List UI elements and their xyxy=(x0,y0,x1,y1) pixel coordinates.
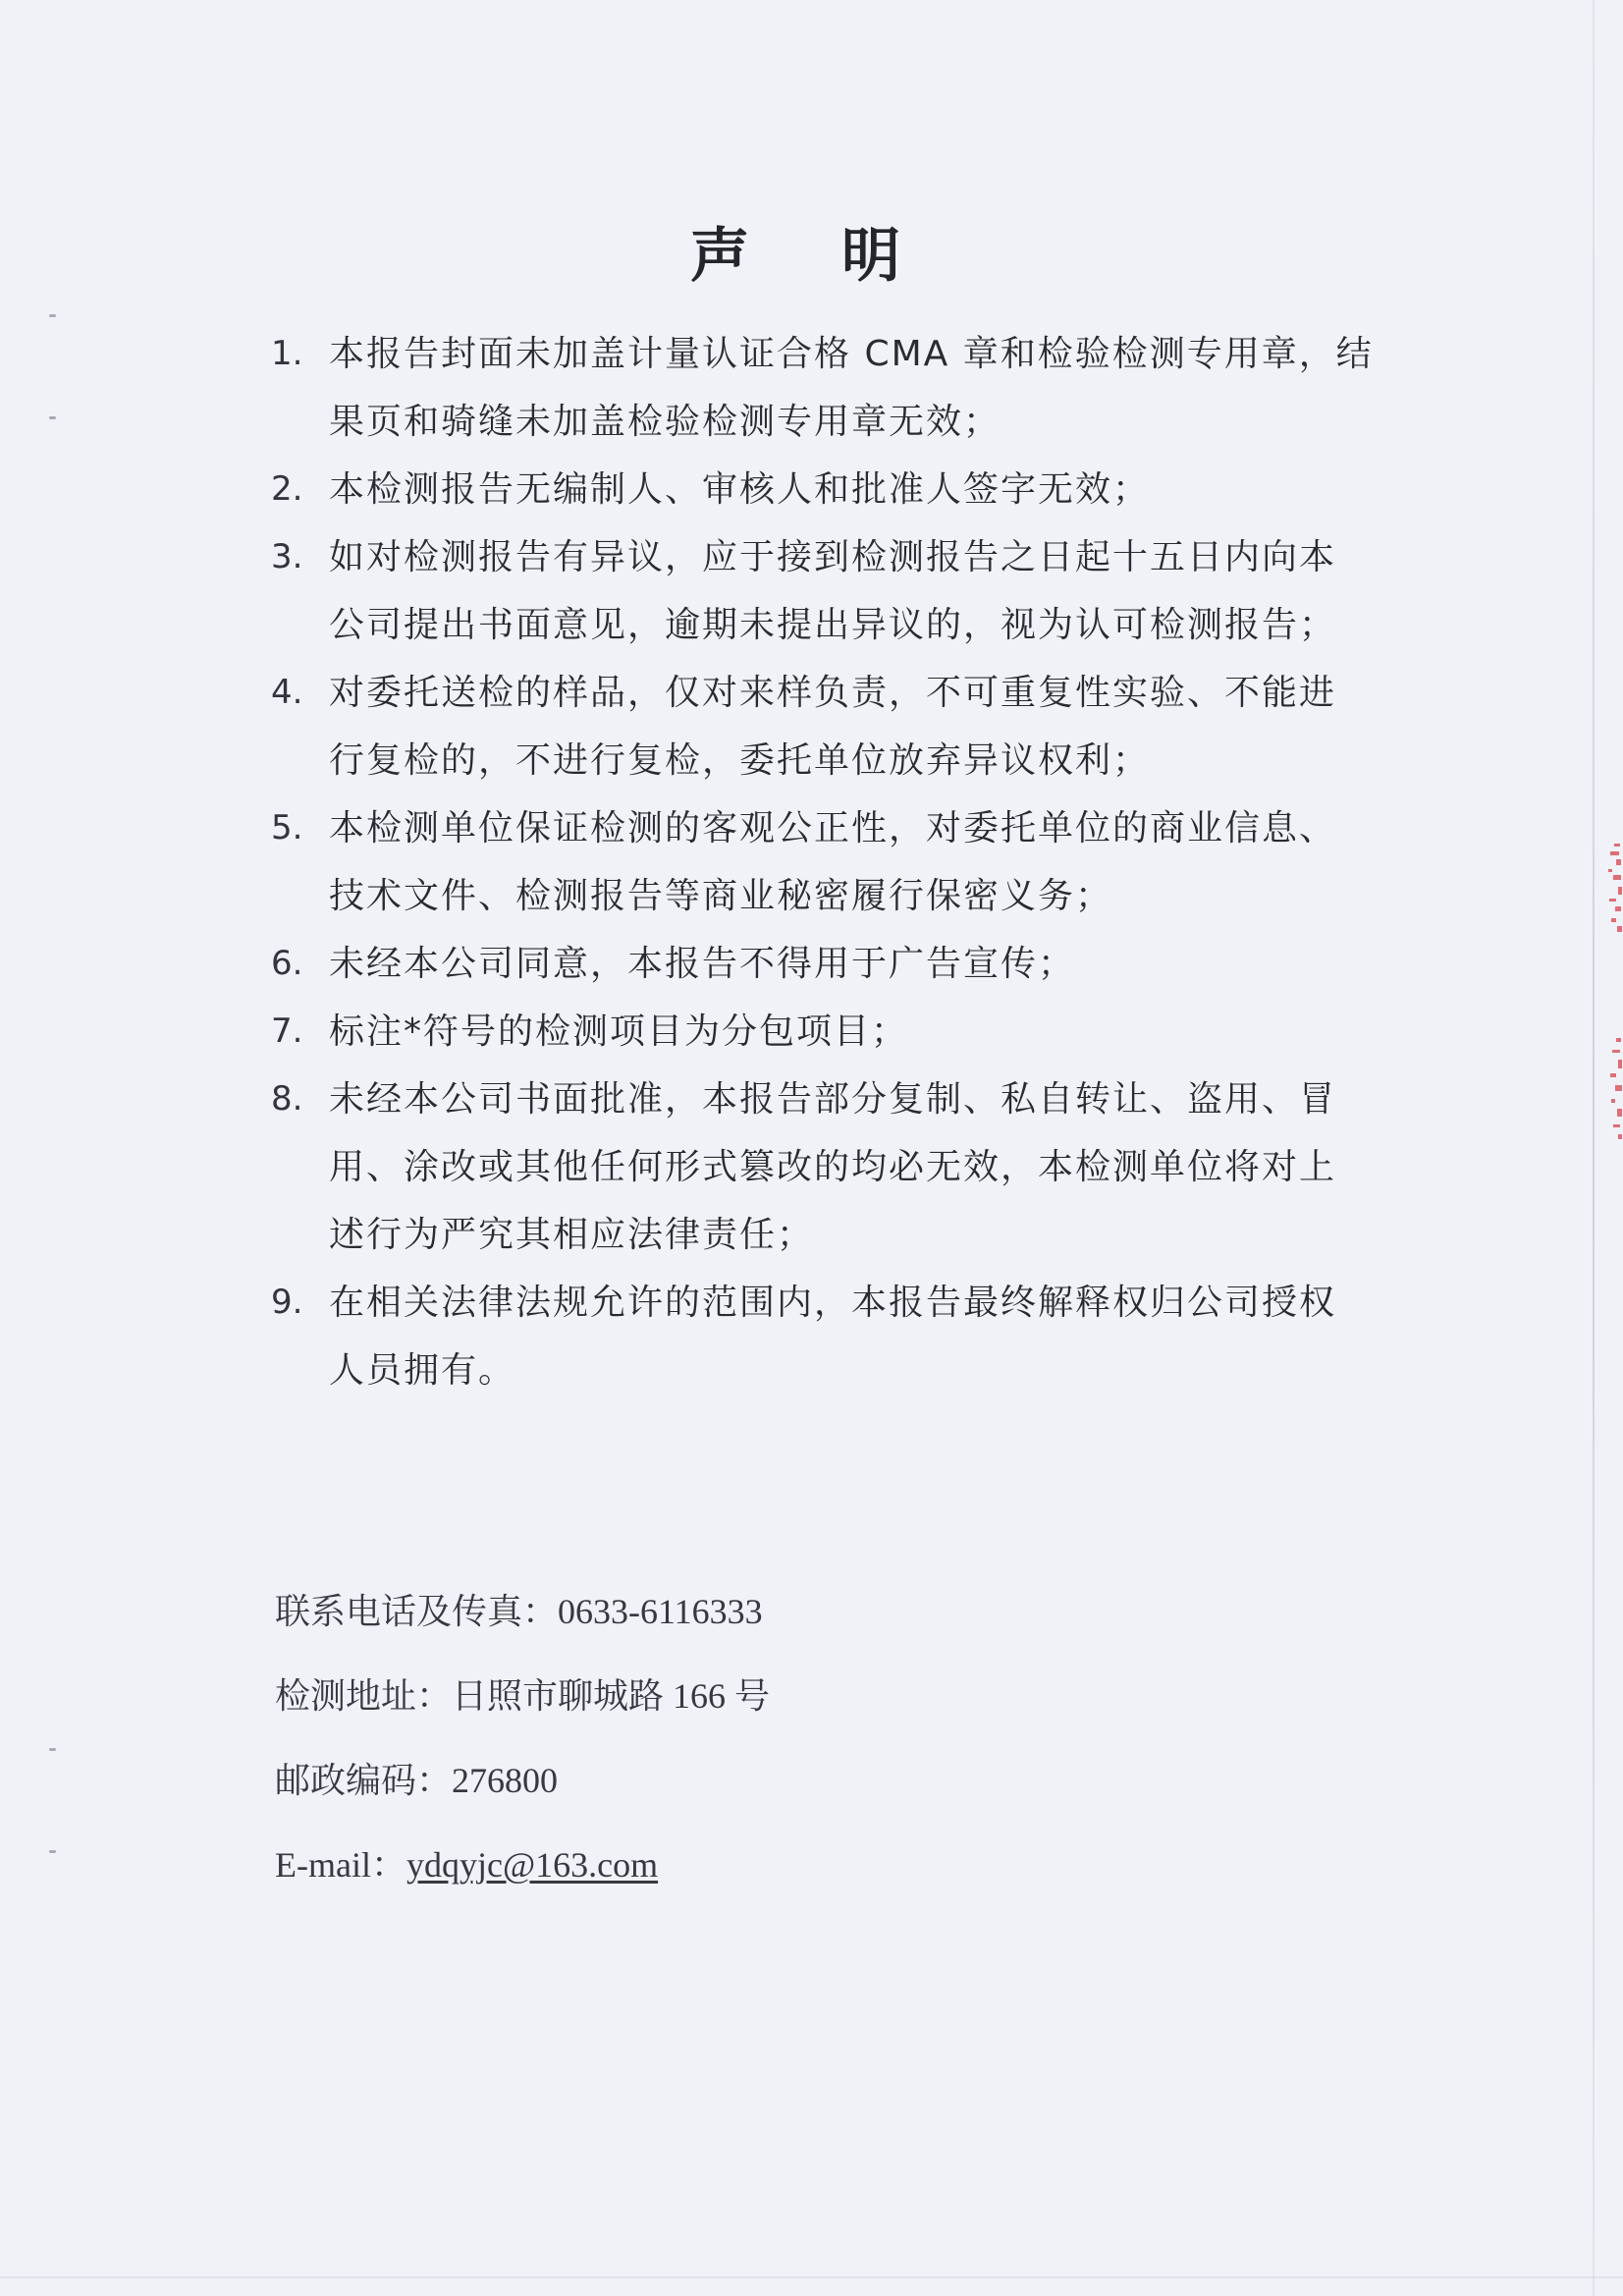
scan-speck xyxy=(49,1748,56,1751)
item-number: 6. xyxy=(271,944,303,983)
list-item xyxy=(0,1269,1623,1404)
item-line: 对委托送检的样品，仅对来样负责，不可重复性实验、不能进 xyxy=(329,673,1337,713)
list-item xyxy=(0,1066,1623,1269)
declaration-list xyxy=(0,320,1623,1404)
item-line: 未经本公司书面批准，本报告部分复制、私自转让、盗用、冒 xyxy=(329,1079,1337,1120)
item-text xyxy=(329,1269,1623,1404)
postcode-label: 邮政编码： xyxy=(275,1761,453,1800)
address-value: 日照市聊城路 166 号 xyxy=(452,1676,771,1716)
item-line: 如对检测报告有异议，应于接到检测报告之日起十五日内向本 xyxy=(329,537,1337,577)
page-title: 声明 xyxy=(690,222,993,291)
contact-postcode xyxy=(275,1738,770,1823)
item-number: 1. xyxy=(271,334,303,373)
item-number: 5. xyxy=(271,808,303,847)
contact-email xyxy=(275,1823,770,1907)
list-item xyxy=(0,998,1623,1066)
item-number: 8. xyxy=(271,1079,303,1119)
contact-info xyxy=(275,1569,770,1907)
item-text xyxy=(329,998,1623,1066)
item-text xyxy=(329,320,1623,456)
item-line: 人员拥有。 xyxy=(329,1350,516,1391)
item-line: 未经本公司同意，本报告不得用于广告宣传； xyxy=(329,944,1076,984)
list-item xyxy=(0,930,1623,998)
item-line: 标注*符号的检测项目为分包项目； xyxy=(329,1011,909,1052)
page-edge-bottom xyxy=(0,2276,1623,2278)
contact-address xyxy=(275,1654,770,1738)
scan-speck xyxy=(49,1850,56,1853)
item-text xyxy=(329,659,1623,794)
postcode-value: 276800 xyxy=(452,1761,559,1800)
email-value: ydqyjc@163.com xyxy=(406,1845,659,1885)
item-text xyxy=(329,930,1623,998)
contact-phone xyxy=(275,1569,770,1654)
item-number: 4. xyxy=(271,673,303,712)
item-line: 技术文件、检测报告等商业秘密履行保密义务； xyxy=(329,876,1113,916)
item-number: 7. xyxy=(271,1011,303,1051)
item-number: 9. xyxy=(271,1283,303,1322)
list-item xyxy=(0,659,1623,794)
list-item xyxy=(0,523,1623,659)
item-line: 用、涂改或其他任何形式篡改的均必无效，本检测单位将对上 xyxy=(329,1147,1337,1187)
list-item xyxy=(0,456,1623,523)
item-line: 本检测报告无编制人、审核人和批准人签字无效； xyxy=(329,469,1151,510)
list-item xyxy=(0,320,1623,456)
item-text xyxy=(329,456,1623,523)
item-text xyxy=(329,523,1623,659)
item-line: 述行为严究其相应法律责任； xyxy=(329,1215,815,1255)
item-number: 3. xyxy=(271,537,303,576)
phone-value: 0633-6116333 xyxy=(558,1592,763,1631)
item-text xyxy=(329,1066,1623,1269)
item-line: 行复检的，不进行复检，委托单位放弃异议权利； xyxy=(329,740,1151,781)
scan-speck xyxy=(49,314,56,317)
address-label: 检测地址： xyxy=(275,1676,453,1716)
item-line: 果页和骑缝未加盖检验检测专用章无效； xyxy=(329,402,1001,442)
phone-label: 联系电话及传真： xyxy=(275,1592,559,1631)
item-line: 公司提出书面意见，逾期未提出异议的，视为认可检测报告； xyxy=(329,605,1337,645)
list-item xyxy=(0,794,1623,930)
item-line: 本检测单位保证检测的客观公正性，对委托单位的商业信息、 xyxy=(329,808,1337,848)
item-number: 2. xyxy=(271,469,303,509)
item-line: 在相关法律法规允许的范围内，本报告最终解释权归公司授权 xyxy=(329,1283,1337,1323)
item-line: 本报告封面未加盖计量认证合格 CMA 章和检验检测专用章，结 xyxy=(329,334,1374,374)
email-label: E-mail： xyxy=(275,1845,406,1885)
item-text xyxy=(329,794,1623,930)
